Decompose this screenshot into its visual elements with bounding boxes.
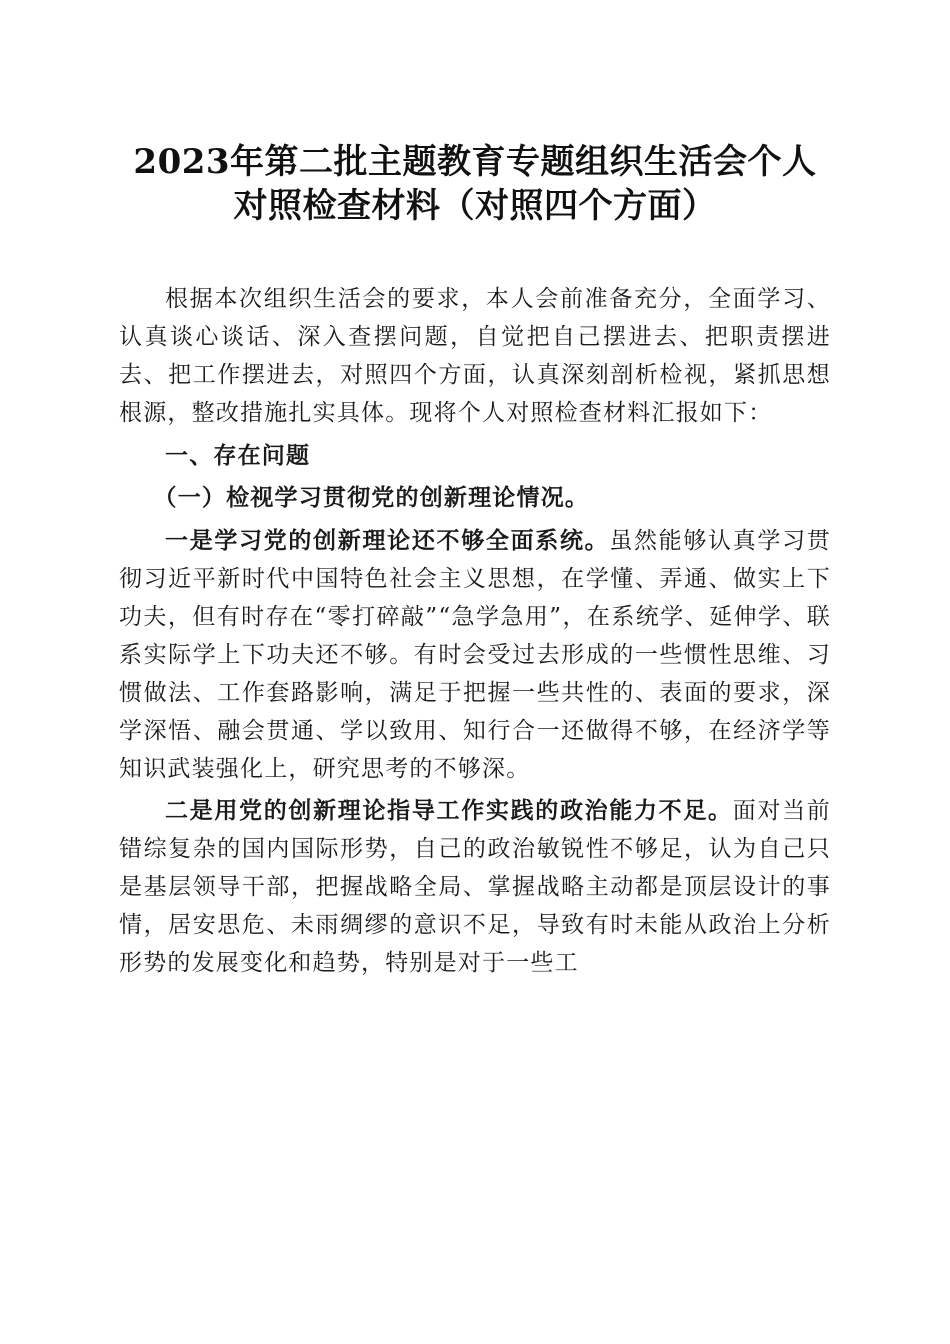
section-heading-problems: 一、存在问题 [165, 442, 311, 469]
point-2-paragraph [119, 792, 831, 982]
point-1-body: 虽然能够认真学习贯彻习近平新时代中国特色社会主义思想，在学懂、弄通、做实上下功夫，但有时存在“零打碎敲”“急学急用”，在系统学、延伸学、联系实际学上下功夫还不够。有时会受过去形成的一些惯性思维、习惯做法、工作套路影响，满足于把握一些共性的、表面的要求，深学深悟、融会贯通、学以致用、知行合一还做得不够，在经济学等知识武装强化上，研究思考的不够深。 [119, 527, 831, 782]
point-2-body: 面对当前错综复杂的国内国际形势，自己的政治敏锐性不够足，认为自己只是基层领导干部，把握战略全局、掌握战略主动都是顶层设计的事情，居安思危、未雨绸缪的意识不足，导致有时未能从政治上分析形势的发展变化和趋势，特别是对于一些工 [119, 798, 831, 976]
document-title-line-2: 对照检查材料（对照四个方面） [233, 186, 717, 226]
subsection-heading-study: （一）检视学习贯彻党的创新理论情况。 [153, 485, 590, 511]
point-2-lead: 二是用党的创新理论指导工作实践的政治能力不足。 [165, 798, 733, 824]
document-body [119, 280, 831, 987]
point-1-lead: 一是学习党的创新理论还不够全面系统。 [165, 527, 610, 554]
point-1-paragraph [119, 522, 831, 788]
intro-paragraph: 根据本次组织生活会的要求，本人会前准备充分，全面学习、认真谈心谈话、深入查摆问题，自觉把自己摆进去、把职责摆进去、把工作摆进去，对照四个方面，认真深刻剖析检视，紧抓思想根源，整改措施扎实具体。现将个人对照检查材料汇报如下： [119, 286, 831, 426]
document-title-line-1: 2023年第二批主题教育专题组织生活会个人 [133, 142, 817, 182]
